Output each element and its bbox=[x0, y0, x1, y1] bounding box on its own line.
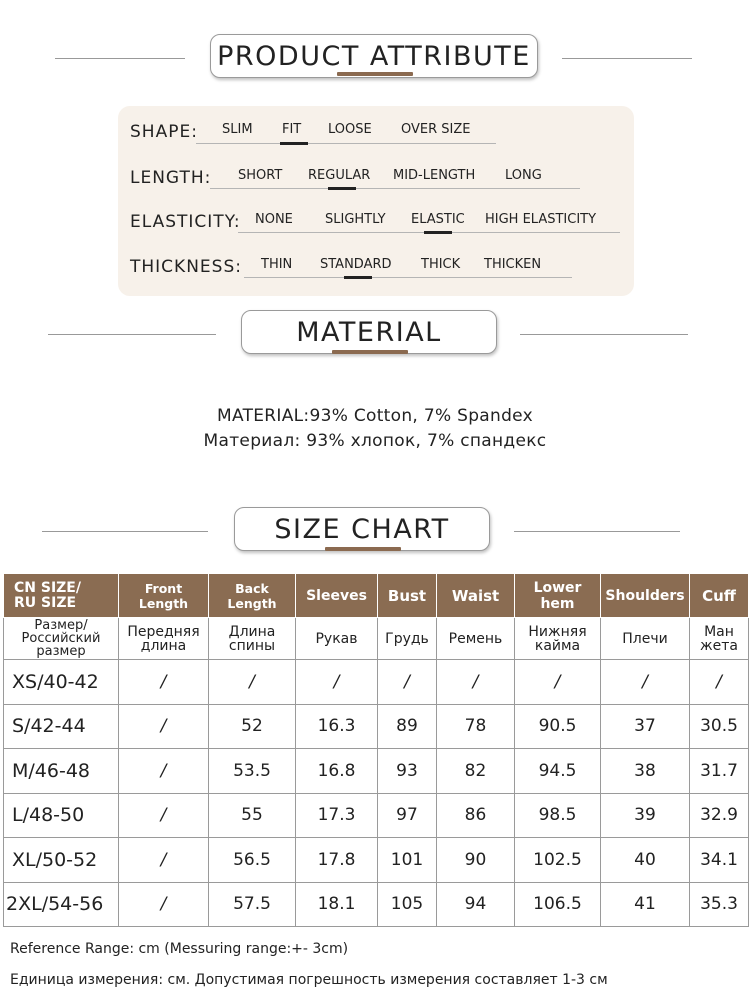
value-cell: 102.5 bbox=[515, 838, 601, 883]
attr-label: LENGTH: bbox=[130, 168, 212, 188]
value-cell: 89 bbox=[378, 704, 437, 749]
attribute-panel bbox=[118, 106, 634, 296]
value-cell: 38 bbox=[601, 749, 690, 794]
header-cell: Длина спины bbox=[209, 618, 296, 660]
title-underline bbox=[325, 547, 401, 551]
header-right-line bbox=[520, 334, 688, 335]
table-header-en bbox=[4, 574, 749, 618]
size-cell: XS/40-42 bbox=[4, 660, 119, 705]
value-cell: 86 bbox=[437, 793, 515, 838]
attr-option-selected: REGULAR bbox=[308, 168, 371, 183]
table-row bbox=[4, 882, 749, 927]
value-cell: / bbox=[601, 660, 690, 705]
size-table bbox=[3, 573, 749, 927]
header-cell: Ман жета bbox=[690, 618, 749, 660]
header-cell: Lower hem bbox=[515, 574, 601, 618]
value-cell: 78 bbox=[437, 704, 515, 749]
value-cell: / bbox=[296, 660, 378, 705]
value-cell: 56.5 bbox=[209, 838, 296, 883]
material-text-ru: Материал: 93% хлопок, 7% спандекс bbox=[203, 431, 547, 451]
value-cell: 57.5 bbox=[209, 882, 296, 927]
size-cell: L/48-50 bbox=[4, 793, 119, 838]
header-cell: Размер/ Российский размер bbox=[4, 618, 119, 660]
size-cell: M/46-48 bbox=[4, 749, 119, 794]
header-cell: Bust bbox=[378, 574, 437, 618]
size-cell: S/42-44 bbox=[4, 704, 119, 749]
header-cell: CN SIZE/ RU SIZE bbox=[4, 574, 119, 618]
value-cell: / bbox=[119, 704, 209, 749]
attr-option: SHORT bbox=[238, 168, 283, 183]
material-header bbox=[0, 310, 750, 360]
header-cell: Плечи bbox=[601, 618, 690, 660]
value-cell: 55 bbox=[209, 793, 296, 838]
value-cell: 105 bbox=[378, 882, 437, 927]
value-cell: 90 bbox=[437, 838, 515, 883]
value-cell: / bbox=[119, 793, 209, 838]
attr-option: LONG bbox=[505, 168, 542, 183]
value-cell: / bbox=[209, 660, 296, 705]
attr-option: SLIM bbox=[222, 122, 253, 137]
header-cell: Front Length bbox=[119, 574, 209, 618]
value-cell: 106.5 bbox=[515, 882, 601, 927]
attr-baseline bbox=[210, 188, 580, 189]
header-left-line bbox=[42, 531, 208, 532]
value-cell: 30.5 bbox=[690, 704, 749, 749]
attr-option: HIGH ELASTICITY bbox=[485, 212, 597, 227]
value-cell: / bbox=[119, 838, 209, 883]
table-row bbox=[4, 793, 749, 838]
attr-baseline bbox=[244, 277, 572, 278]
attr-row-shape bbox=[118, 120, 634, 160]
value-cell: 16.8 bbox=[296, 749, 378, 794]
table-header-ru bbox=[4, 618, 749, 660]
attr-option: MID-LENGTH bbox=[393, 168, 476, 183]
value-cell: 97 bbox=[378, 793, 437, 838]
value-cell: 101 bbox=[378, 838, 437, 883]
attr-row-length bbox=[118, 166, 634, 206]
attr-row-elasticity bbox=[118, 210, 634, 250]
table-row bbox=[4, 749, 749, 794]
header-left-line bbox=[48, 334, 216, 335]
attr-row-thickness bbox=[118, 256, 634, 296]
attr-option-selected: STANDARD bbox=[320, 257, 392, 272]
attr-baseline bbox=[196, 143, 496, 144]
header-cell: Нижняя кайма bbox=[515, 618, 601, 660]
footer-note-en: Reference Range: cm (Messuring range:+- 3cm) bbox=[10, 941, 349, 957]
value-cell: 39 bbox=[601, 793, 690, 838]
value-cell: 82 bbox=[437, 749, 515, 794]
value-cell: 90.5 bbox=[515, 704, 601, 749]
attr-option: SLIGHTLY bbox=[325, 212, 386, 227]
header-cell: Sleeves bbox=[296, 574, 378, 618]
selected-marker bbox=[424, 231, 452, 234]
value-cell: 41 bbox=[601, 882, 690, 927]
header-cell: Back Length bbox=[209, 574, 296, 618]
title-underline bbox=[332, 350, 408, 354]
header-cell: Рукав bbox=[296, 618, 378, 660]
product-attribute-header bbox=[0, 34, 750, 84]
value-cell: 53.5 bbox=[209, 749, 296, 794]
header-cell: Shoulders bbox=[601, 574, 690, 618]
value-cell: 17.3 bbox=[296, 793, 378, 838]
value-cell: 32.9 bbox=[690, 793, 749, 838]
size-cell: 2XL/54-56 bbox=[4, 882, 119, 927]
attr-option: NONE bbox=[255, 212, 293, 227]
attr-option: THICKEN bbox=[484, 257, 542, 272]
attr-option: OVER SIZE bbox=[401, 122, 471, 137]
header-right-line bbox=[514, 531, 680, 532]
value-cell: / bbox=[437, 660, 515, 705]
header-cell: Ремень bbox=[437, 618, 515, 660]
section-title: PRODUCT ATTRIBUTE bbox=[210, 34, 538, 78]
value-cell: 94.5 bbox=[515, 749, 601, 794]
header-cell: Грудь bbox=[378, 618, 437, 660]
size-chart-header bbox=[0, 507, 750, 557]
table-row bbox=[4, 704, 749, 749]
value-cell: 16.3 bbox=[296, 704, 378, 749]
value-cell: 98.5 bbox=[515, 793, 601, 838]
selected-marker bbox=[328, 187, 356, 190]
material-text-en: MATERIAL:93% Cotton, 7% Spandex bbox=[217, 406, 533, 426]
attr-option: THICK bbox=[421, 257, 461, 272]
size-cell: XL/50-52 bbox=[4, 838, 119, 883]
attr-option: THIN bbox=[261, 257, 293, 272]
header-right-line bbox=[562, 58, 692, 59]
value-cell: 40 bbox=[601, 838, 690, 883]
value-cell: / bbox=[119, 660, 209, 705]
value-cell: / bbox=[690, 660, 749, 705]
header-left-line bbox=[55, 58, 185, 59]
value-cell: / bbox=[119, 749, 209, 794]
section-title: SIZE CHART bbox=[234, 507, 490, 551]
value-cell: 34.1 bbox=[690, 838, 749, 883]
value-cell: / bbox=[515, 660, 601, 705]
value-cell: 52 bbox=[209, 704, 296, 749]
attr-label: THICKNESS: bbox=[130, 257, 242, 277]
selected-marker bbox=[344, 276, 372, 279]
table-row bbox=[4, 660, 749, 705]
selected-marker bbox=[280, 142, 308, 145]
attr-label: SHAPE: bbox=[130, 122, 198, 142]
attr-option: LOOSE bbox=[328, 122, 372, 137]
footer-note-ru: Единица измерения: см. Допустимая погрешность измерения составляет 1-3 см bbox=[10, 972, 608, 988]
value-cell: 37 bbox=[601, 704, 690, 749]
header-cell: Передняя длина bbox=[119, 618, 209, 660]
table-row bbox=[4, 838, 749, 883]
value-cell: / bbox=[119, 882, 209, 927]
value-cell: 94 bbox=[437, 882, 515, 927]
attr-option-selected: FIT bbox=[282, 122, 302, 137]
value-cell: 31.7 bbox=[690, 749, 749, 794]
value-cell: 93 bbox=[378, 749, 437, 794]
section-title: MATERIAL bbox=[241, 310, 497, 354]
value-cell: 17.8 bbox=[296, 838, 378, 883]
header-cell: Waist bbox=[437, 574, 515, 618]
attr-label: ELASTICITY: bbox=[130, 212, 241, 232]
value-cell: 35.3 bbox=[690, 882, 749, 927]
value-cell: 18.1 bbox=[296, 882, 378, 927]
header-cell: Cuff bbox=[690, 574, 749, 618]
title-underline bbox=[337, 72, 413, 76]
value-cell: / bbox=[378, 660, 437, 705]
attr-option-selected: ELASTIC bbox=[411, 212, 465, 227]
